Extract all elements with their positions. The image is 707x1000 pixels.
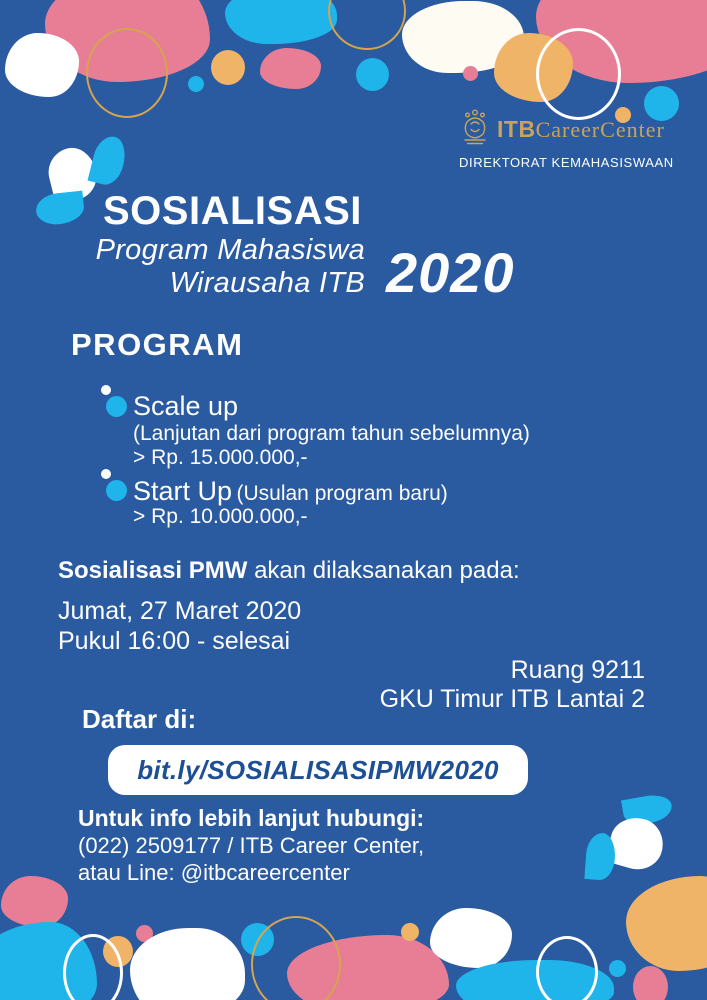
- schedule-intro-rest: akan dilaksanakan pada:: [247, 557, 520, 584]
- schedule-venue: GKU Timur ITB Lantai 2: [379, 685, 645, 713]
- schedule-intro: [58, 557, 520, 585]
- decor-petal-cyan-midright-lower: [584, 832, 616, 881]
- decor-dot-cyan-topleft: [188, 76, 204, 92]
- decor-blob-white-bottomright: [430, 908, 512, 968]
- logo-subtitle: DIREKTORAT KEMAHASISWAAN: [459, 155, 674, 170]
- decor-petal-cyan-title-lower: [35, 191, 86, 227]
- year-label: 2020: [386, 241, 515, 304]
- contact-block: [78, 805, 424, 886]
- double-dot-bullet-icon: [101, 385, 129, 419]
- subtitle-line-2: Wirausaha ITB: [169, 267, 365, 299]
- registration-link-button[interactable]: [108, 745, 528, 795]
- program-item-note: (Lanjutan dari program tahun sebelumnya): [133, 422, 530, 445]
- decor-blob-pink-bottomleft: [1, 876, 68, 927]
- schedule-intro-bold: Sosialisasi PMW: [58, 557, 248, 584]
- decor-dot-pink-topright: [463, 66, 478, 81]
- decor-ring-white-topright: [536, 28, 621, 120]
- registration-link-text: bit.ly/SOSIALISASIPMW2020: [137, 754, 499, 785]
- decor-petal-cyan-title-upper: [88, 133, 130, 188]
- contact-line-account: atau Line: @itbcareercenter: [78, 860, 350, 885]
- decor-ring-gold-topcenter: [328, 0, 406, 50]
- schedule-place: [380, 656, 645, 714]
- decor-blob-white-bottomcenter: [130, 928, 245, 1000]
- ganesha-itb-crest-icon: [459, 108, 491, 151]
- decor-blob-white-topleft: [5, 33, 79, 97]
- schedule-date: Jumat, 27 Maret 2020: [58, 597, 302, 625]
- bullet-dot-small: [101, 469, 111, 479]
- registration-label: Daftar di:: [82, 704, 197, 734]
- decor-ring-white-bottomright: [536, 936, 598, 1000]
- contact-phone-line: (022) 2509177 / ITB Career Center,: [78, 833, 425, 858]
- decor-ring-gold-topleft: [86, 28, 168, 118]
- schedule-room: Ruang 9211: [510, 656, 645, 684]
- logo-itb-text: ITB: [497, 116, 536, 142]
- contact-heading: Untuk info lebih lanjut hubungi:: [78, 805, 425, 831]
- page-subtitle: [96, 234, 365, 300]
- subtitle-line-1: Program Mahasiswa: [95, 234, 365, 266]
- page-title: SOSIALISASI: [103, 189, 362, 233]
- program-item-name: [133, 476, 448, 507]
- logo-careercenter-text: CareerCenter: [535, 117, 665, 142]
- logo-brand-text: [497, 116, 665, 143]
- decor-circle-pink-bottomright: [633, 966, 668, 1000]
- decor-circle-cyan-topright-left: [356, 58, 389, 91]
- program-item-amount: > Rp. 10.000.000,-: [133, 505, 308, 528]
- schedule-time: Pukul 16:00 - selesai: [58, 627, 291, 655]
- bullet-dot-small: [101, 385, 111, 395]
- decor-dot-cyan-bottomright: [609, 960, 626, 977]
- bullet-dot-large: [106, 396, 127, 417]
- decor-blob-orange-bottomright: [626, 876, 707, 971]
- decor-dot-orange-topleft: [211, 50, 245, 85]
- program-item-name-text: Start Up: [133, 476, 233, 506]
- decor-dot-orange-bottomcenter: [401, 923, 419, 941]
- decor-ring-gold-bottomcenter: [251, 916, 341, 1000]
- program-item-note-inline: (Usulan program baru): [236, 482, 448, 505]
- logo-itb-career-center: [459, 108, 674, 170]
- program-heading: PROGRAM: [71, 327, 244, 362]
- decor-blob-pink-small-top: [260, 48, 321, 89]
- decor-petal-white-midright: [604, 812, 669, 876]
- program-item-amount: > Rp. 15.000.000,-: [133, 446, 308, 469]
- bullet-dot-large: [106, 480, 127, 501]
- program-item-name: Scale up: [133, 391, 239, 421]
- decor-blob-cyan-top: [225, 0, 337, 44]
- double-dot-bullet-icon: [101, 469, 129, 503]
